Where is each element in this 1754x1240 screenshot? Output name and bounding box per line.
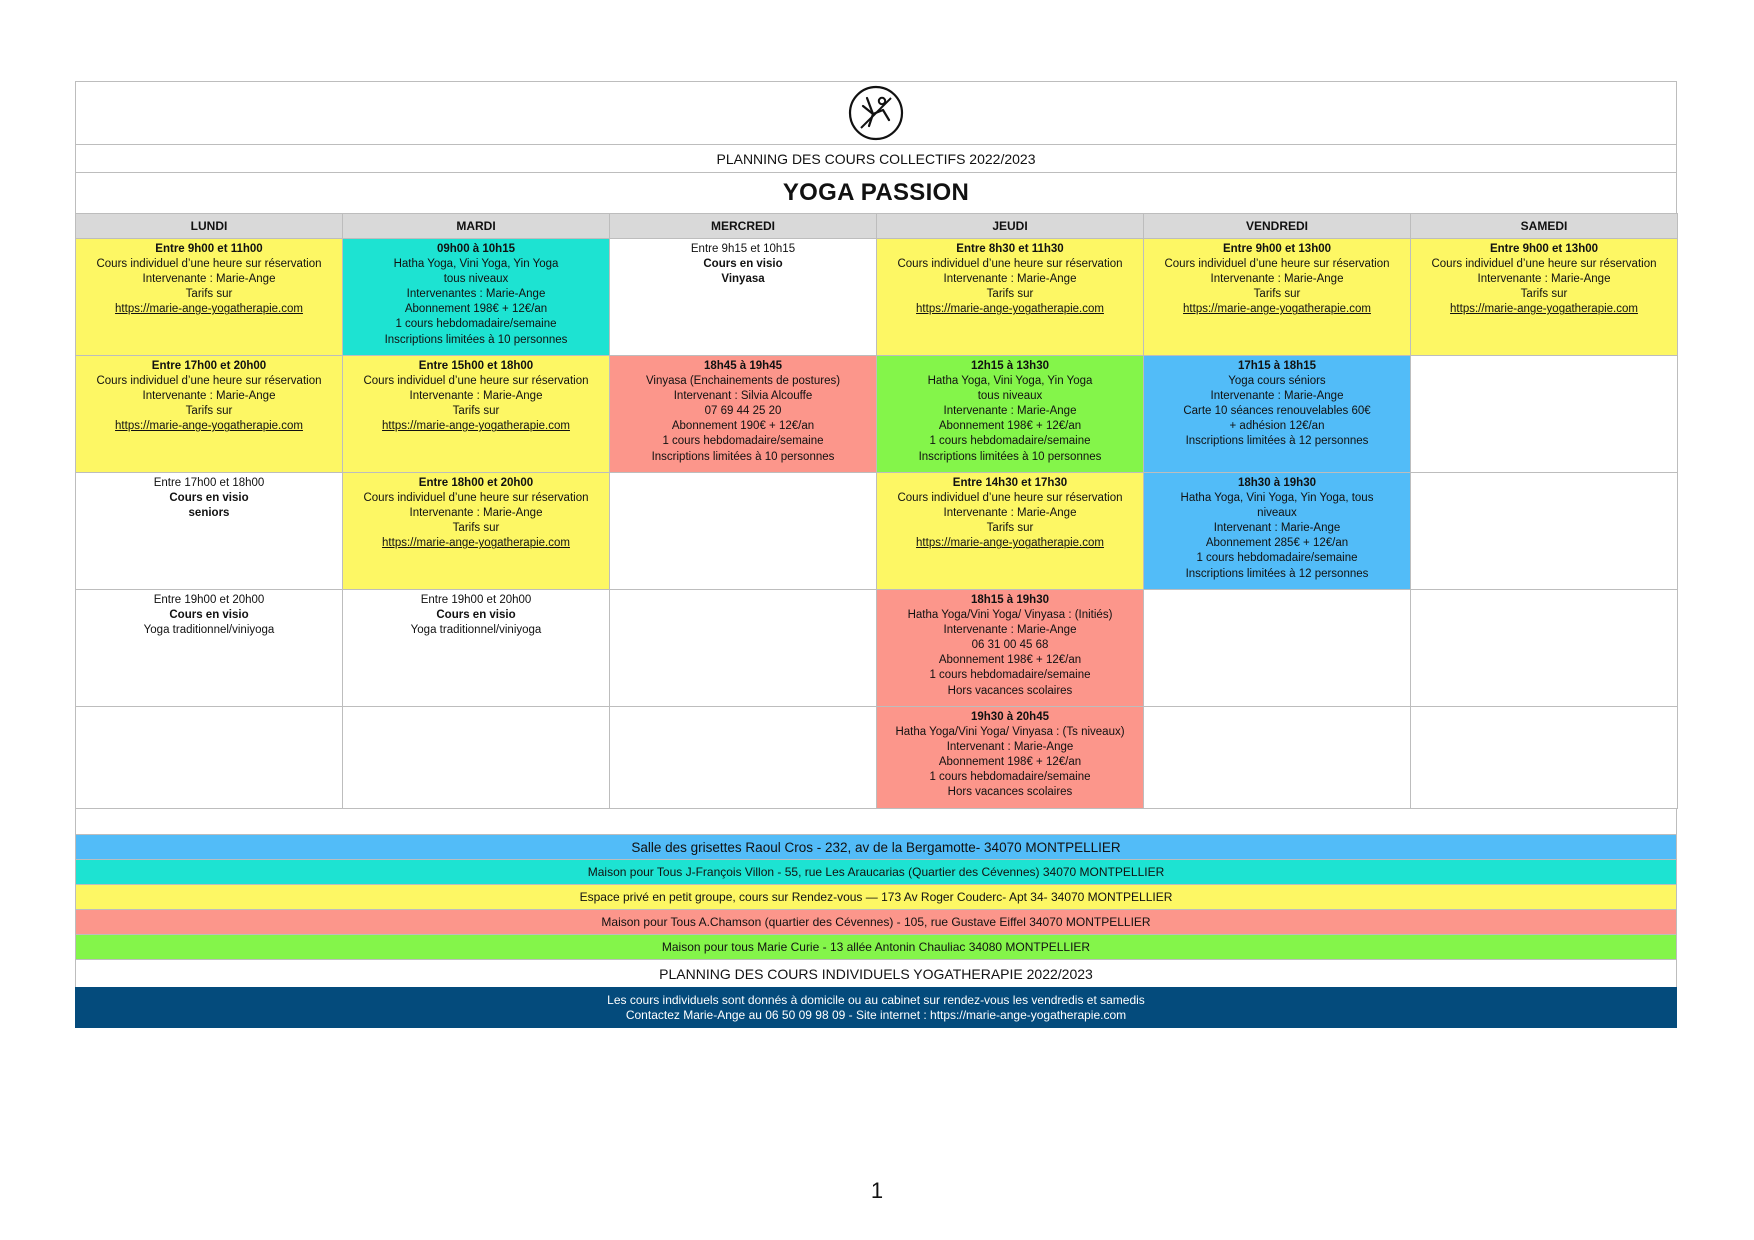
cell-line: Abonnement 285€ + 12€/an: [1205, 537, 1349, 550]
day-header-lundi: LUNDI: [76, 214, 343, 239]
schedule-subtitle: PLANNING DES COURS COLLECTIFS 2022/2023: [75, 144, 1677, 172]
cell-line: Yoga traditionnel/viniyoga: [143, 624, 275, 637]
schedule-cell-mardi: [343, 473, 610, 590]
cell-line: Intervenant : Marie-Ange: [946, 741, 1074, 754]
cell-line: Tarifs sur: [452, 405, 500, 418]
cell-line: Intervenante : Marie-Ange: [409, 390, 543, 403]
cell-line: Abonnement 198€ + 12€/an: [404, 303, 548, 316]
location-legend-item: Espace privé en petit groupe, cours sur Rendez-vous — 173 Av Roger Couderc- Apt 34- 34070 MONTPELLIER: [75, 884, 1677, 909]
cell-line: 1 cours hebdomadaire/semaine: [929, 771, 1091, 784]
cell-line: Entre 17h00 et 18h00: [153, 477, 265, 489]
schedule-cell-jeudi: [877, 707, 1144, 809]
cell-line: Intervenante : Marie-Ange: [943, 273, 1077, 286]
cell-line: Entre 9h00 et 13h00: [1489, 243, 1599, 255]
cell-line: Intervenante : Marie-Ange: [1477, 273, 1611, 286]
schedule-cell-lundi: [76, 356, 343, 473]
individual-title: PLANNING DES COURS INDIVIDUELS YOGATHERAPIE 2022/2023: [75, 959, 1677, 987]
cell-line: Intervenante : Marie-Ange: [943, 405, 1077, 418]
cell-line: Hatha Yoga/Vini Yoga/ Vinyasa : (Initiés): [907, 609, 1113, 622]
schedule-cell-mardi: [343, 707, 610, 809]
location-legend-item: Maison pour Tous J-François Villon - 55, rue Les Araucarias (Quartier des Cévennes) 34070 MONTPELLIER: [75, 859, 1677, 884]
cell-line: Cours en visio: [169, 609, 249, 622]
tarif-link[interactable]: https://marie-ange-yogatherapie.com: [382, 537, 570, 550]
cell-line: 19h30 à 20h45: [970, 711, 1049, 723]
cell-line: Intervenante : Marie-Ange: [943, 507, 1077, 520]
cell-line: Hatha Yoga/Vini Yoga/ Vinyasa : (Ts niveaux): [895, 726, 1125, 739]
yoga-pose-circle-icon: [847, 84, 905, 142]
schedule-cell-mercredi: [610, 239, 877, 356]
cell-line: Cours individuel d’une heure sur réservation: [1164, 258, 1390, 271]
cell-line: Cours en visio: [436, 609, 516, 622]
cell-line: Hors vacances scolaires: [947, 684, 1073, 697]
schedule-cell-jeudi: [877, 473, 1144, 590]
schedule-cell-vendredi: [1144, 239, 1411, 356]
tarif-link[interactable]: https://marie-ange-yogatherapie.com: [916, 537, 1104, 550]
cell-line: Abonnement 190€ + 12€/an: [671, 420, 815, 433]
cell-line: 12h15 à 13h30: [970, 360, 1049, 372]
individual-info-line2: Contactez Marie-Ange au 06 50 09 98 09 - Site internet : https://marie-ange-yogatherapie.com: [625, 1007, 1127, 1022]
cell-line: Intervenante : Marie-Ange: [409, 507, 543, 520]
cell-line: 18h30 à 19h30: [1237, 477, 1316, 489]
tarif-link[interactable]: https://marie-ange-yogatherapie.com: [382, 420, 570, 433]
location-legend-item: Maison pour Tous A.Chamson (quartier des Cévennes) - 105, rue Gustave Eiffel 34070 MONTPELLIER: [75, 909, 1677, 934]
spacer-row: [75, 809, 1677, 834]
cell-line: Intervenante : Marie-Ange: [1210, 273, 1344, 286]
location-legend-item: Salle des grisettes Raoul Cros - 232, av de la Bergamotte- 34070 MONTPELLIER: [75, 834, 1677, 859]
tarif-link[interactable]: https://marie-ange-yogatherapie.com: [916, 303, 1104, 316]
day-header-row: [76, 214, 1678, 239]
cell-line: Intervenante : Marie-Ange: [943, 624, 1077, 637]
cell-line: Entre 9h15 et 10h15: [690, 243, 796, 255]
cell-line: Entre 9h00 et 11h00: [155, 243, 263, 255]
schedule-cell-jeudi: [877, 590, 1144, 707]
cell-line: 1 cours hebdomadaire/semaine: [929, 435, 1091, 448]
schedule-cell-samedi: [1411, 356, 1678, 473]
schedule-cell-vendredi: [1144, 590, 1411, 707]
schedule-cell-samedi: [1411, 707, 1678, 809]
schedule-cell-jeudi: [877, 356, 1144, 473]
cell-line: tous niveaux: [977, 390, 1043, 403]
cell-line: seniors: [188, 507, 230, 520]
schedule-cell-lundi: [76, 707, 343, 809]
cell-line: Tarifs sur: [185, 288, 233, 301]
cell-line: Entre 18h00 et 20h00: [418, 477, 534, 489]
cell-line: Cours individuel d’une heure sur réservation: [1431, 258, 1657, 271]
cell-line: Cours individuel d’une heure sur réservation: [96, 375, 322, 388]
cell-line: Abonnement 198€ + 12€/an: [938, 420, 1082, 433]
cell-line: Cours en visio: [703, 258, 783, 271]
cell-line: + adhésion 12€/an: [1229, 420, 1325, 433]
cell-line: Entre 19h00 et 20h00: [153, 594, 265, 606]
cell-line: Tarifs sur: [1520, 288, 1568, 301]
cell-line: Intervenantes : Marie-Ange: [406, 288, 546, 301]
cell-line: Inscriptions limitées à 12 personnes: [1185, 435, 1369, 448]
cell-line: Inscriptions limitées à 10 personnes: [918, 450, 1102, 463]
location-legend: [75, 834, 1677, 959]
cell-line: Intervenant : Marie-Ange: [1213, 522, 1341, 535]
cell-line: Entre 15h00 et 18h00: [418, 360, 534, 372]
cell-line: Inscriptions limitées à 10 personnes: [384, 333, 568, 346]
cell-line: Yoga cours séniors: [1228, 375, 1326, 388]
schedule-row: [76, 707, 1678, 809]
cell-line: 1 cours hebdomadaire/semaine: [662, 435, 824, 448]
cell-line: 09h00 à 10h15: [436, 243, 515, 255]
cell-line: Vinyasa (Enchainements de postures): [645, 375, 841, 388]
cell-line: 18h45 à 19h45: [703, 360, 782, 372]
tarif-link[interactable]: https://marie-ange-yogatherapie.com: [1450, 303, 1638, 316]
cell-line: Abonnement 198€ + 12€/an: [938, 654, 1082, 667]
tarif-link[interactable]: https://marie-ange-yogatherapie.com: [1183, 303, 1371, 316]
cell-line: Cours individuel d’une heure sur réservation: [363, 492, 589, 505]
cell-line: Hors vacances scolaires: [947, 786, 1073, 799]
tarif-link[interactable]: https://marie-ange-yogatherapie.com: [115, 303, 303, 316]
cell-line: Hatha Yoga, Vini Yoga, Yin Yoga: [927, 375, 1093, 388]
tarif-link[interactable]: https://marie-ange-yogatherapie.com: [115, 420, 303, 433]
schedule-title: YOGA PASSION: [75, 172, 1677, 213]
schedule-cell-lundi: [76, 239, 343, 356]
schedule-cell-lundi: [76, 590, 343, 707]
cell-line: Tarifs sur: [185, 405, 233, 418]
cell-line: Entre 19h00 et 20h00: [420, 594, 532, 606]
cell-line: tous niveaux: [443, 273, 509, 286]
cell-line: Vinyasa: [721, 273, 765, 286]
cell-line: Cours en visio: [169, 492, 249, 505]
schedule-row: [76, 590, 1678, 707]
cell-line: Tarifs sur: [986, 288, 1034, 301]
cell-line: Intervenante : Marie-Ange: [142, 273, 276, 286]
schedule-cell-mardi: [343, 590, 610, 707]
cell-line: 07 69 44 25 20: [704, 405, 782, 418]
cell-line: Hatha Yoga, Vini Yoga, Yin Yoga, tous: [1180, 492, 1374, 505]
logo-row: [75, 81, 1677, 144]
cell-line: Cours individuel d’une heure sur réservation: [363, 375, 589, 388]
cell-line: Yoga traditionnel/viniyoga: [410, 624, 542, 637]
cell-line: Inscriptions limitées à 12 personnes: [1185, 567, 1369, 580]
cell-line: niveaux: [1257, 507, 1297, 520]
day-header-jeudi: JEUDI: [877, 214, 1144, 239]
schedule-cell-vendredi: [1144, 473, 1411, 590]
schedule-cell-mercredi: [610, 473, 877, 590]
cell-line: Cours individuel d’une heure sur réservation: [96, 258, 322, 271]
schedule-cell-samedi: [1411, 239, 1678, 356]
cell-line: 1 cours hebdomadaire/semaine: [1196, 552, 1358, 565]
cell-line: Tarifs sur: [986, 522, 1034, 535]
schedule-row: [76, 473, 1678, 590]
day-header-mercredi: MERCREDI: [610, 214, 877, 239]
schedule-row: [76, 239, 1678, 356]
schedule-cell-mercredi: [610, 356, 877, 473]
individual-info: [75, 987, 1677, 1028]
individual-info-line1: Les cours individuels sont donnés à domicile ou au cabinet sur rendez-vous les vendredis et samedis: [607, 992, 1145, 1007]
schedule-cell-samedi: [1411, 473, 1678, 590]
schedule-cell-jeudi: [877, 239, 1144, 356]
cell-line: 1 cours hebdomadaire/semaine: [395, 318, 557, 331]
location-legend-item: Maison pour tous Marie Curie - 13 allée Antonin Chauliac 34080 MONTPELLIER: [75, 934, 1677, 959]
schedule-cell-mardi: [343, 239, 610, 356]
day-header-samedi: SAMEDI: [1411, 214, 1678, 239]
cell-line: Abonnement 198€ + 12€/an: [938, 756, 1082, 769]
schedule-cell-mercredi: [610, 707, 877, 809]
cell-line: Inscriptions limitées à 10 personnes: [651, 450, 835, 463]
day-header-mardi: MARDI: [343, 214, 610, 239]
schedule-cell-vendredi: [1144, 707, 1411, 809]
cell-line: 1 cours hebdomadaire/semaine: [929, 669, 1091, 682]
cell-line: Tarifs sur: [452, 522, 500, 535]
cell-line: Intervenant : Silvia Alcouffe: [673, 390, 813, 403]
cell-line: Tarifs sur: [1253, 288, 1301, 301]
schedule-row: [76, 356, 1678, 473]
schedule-page: [75, 81, 1677, 1028]
cell-line: 06 31 00 45 68: [971, 639, 1049, 652]
schedule-cell-mercredi: [610, 590, 877, 707]
cell-line: Entre 8h30 et 11h30: [956, 243, 1064, 255]
schedule-cell-lundi: [76, 473, 343, 590]
cell-line: 17h15 à 18h15: [1237, 360, 1316, 372]
cell-line: Hatha Yoga, Vini Yoga, Yin Yoga: [393, 258, 559, 271]
cell-line: Intervenante : Marie-Ange: [142, 390, 276, 403]
schedule-table: [75, 213, 1678, 809]
cell-line: Cours individuel d’une heure sur réservation: [897, 258, 1123, 271]
cell-line: 18h15 à 19h30: [970, 594, 1049, 606]
schedule-cell-vendredi: [1144, 356, 1411, 473]
cell-line: Entre 17h00 et 20h00: [151, 360, 267, 372]
cell-line: Entre 14h30 et 17h30: [952, 477, 1068, 489]
cell-line: Carte 10 séances renouvelables 60€: [1183, 405, 1371, 418]
cell-line: Intervenante : Marie-Ange: [1210, 390, 1344, 403]
cell-line: Entre 9h00 et 13h00: [1222, 243, 1332, 255]
page-number: 1: [870, 1178, 884, 1203]
schedule-cell-mardi: [343, 356, 610, 473]
schedule-cell-samedi: [1411, 590, 1678, 707]
cell-line: Cours individuel d’une heure sur réservation: [897, 492, 1123, 505]
day-header-vendredi: VENDREDI: [1144, 214, 1411, 239]
